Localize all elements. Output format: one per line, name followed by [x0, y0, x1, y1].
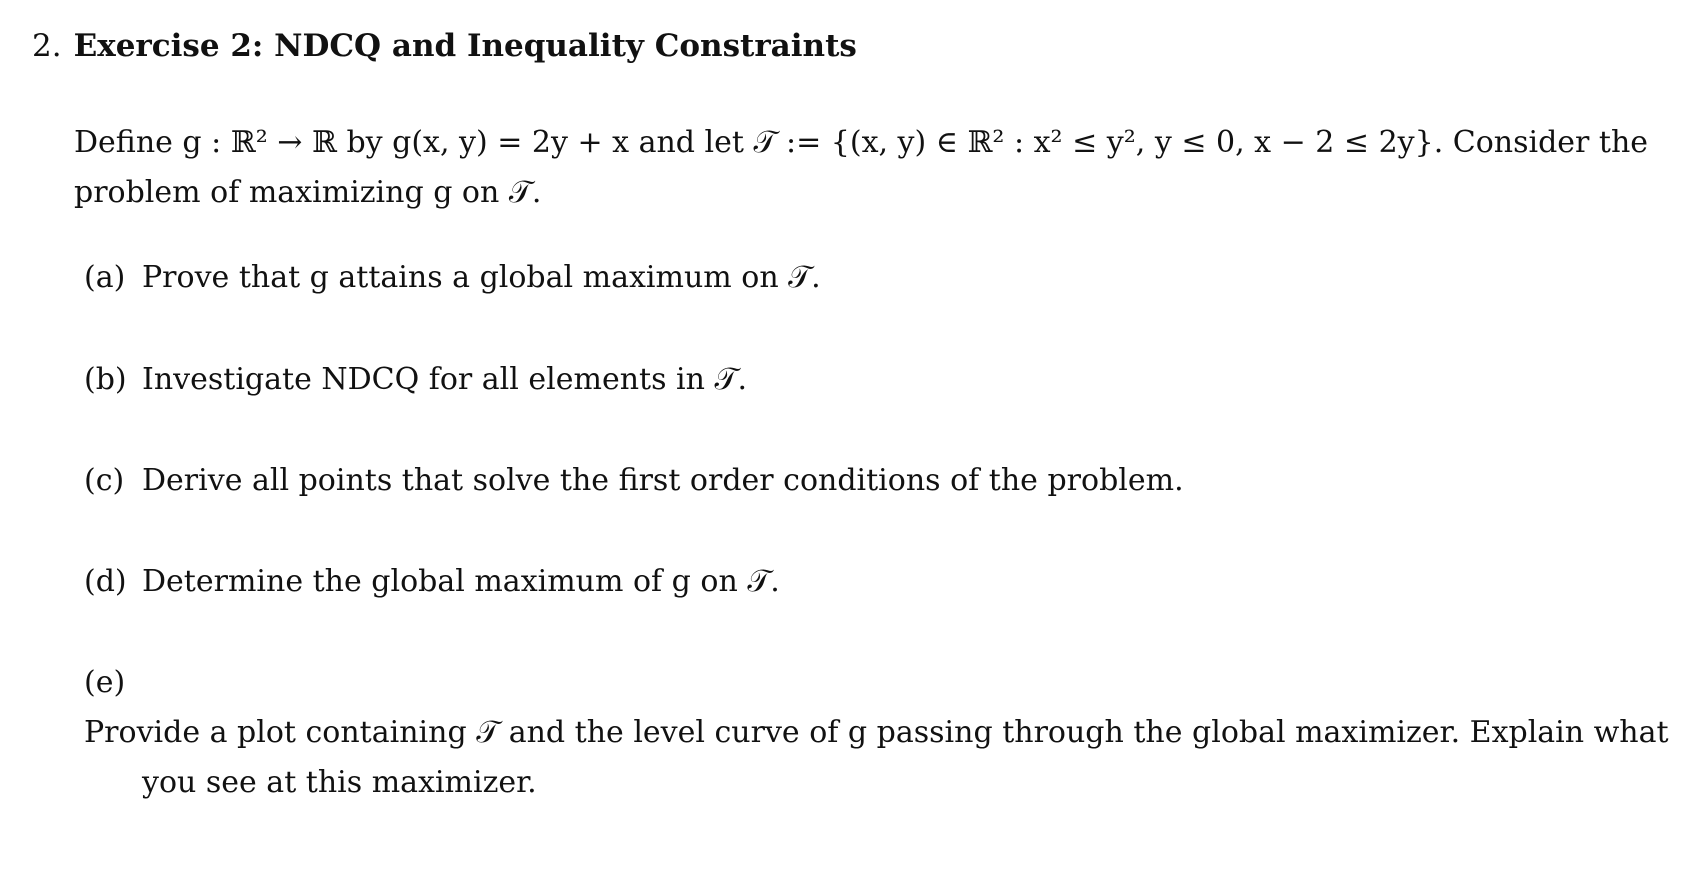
part-a-label: (a): [84, 260, 126, 295]
problem-statement-line-2: problem of maximizing g on 𝒯.: [74, 175, 542, 210]
exercise-title: Exercise 2: NDCQ and Inequality Constraints: [73, 28, 857, 64]
part-e-text: Provide a plot containing 𝒯 and the level curve of g passing through the global maximizer. Explain what: [84, 715, 1669, 750]
part-e-label: (e): [84, 665, 126, 700]
part-c-label: (c): [84, 463, 125, 498]
part-d: [84, 557, 1664, 607]
problem-statement: [74, 118, 1654, 218]
part-a-text: Prove that g attains a global maximum on 𝒯.: [142, 260, 821, 295]
exercise-number: 2.: [32, 28, 62, 64]
part-e: [84, 658, 1669, 808]
part-d-text: Determine the global maximum of g on 𝒯.: [142, 564, 780, 599]
part-c-text: Derive all points that solve the first order conditions of the problem.: [142, 463, 1184, 498]
problem-statement-line-1: Define g : ℝ² → ℝ by g(x, y) = 2y + x and let 𝒯 := {(x, y) ∈ ℝ² : x² ≤ y², y ≤ 0, x − 2 ≤ 2y}. Consider the: [74, 125, 1649, 160]
part-b: [84, 355, 1664, 405]
part-b-label: (b): [84, 362, 127, 397]
part-a: [84, 253, 1664, 303]
part-c: [84, 456, 1664, 506]
part-e-text-continued: you see at this maximizer.: [142, 765, 537, 800]
part-b-text: Investigate NDCQ for all elements in 𝒯.: [142, 362, 747, 397]
exercise-heading: [32, 26, 857, 66]
part-d-label: (d): [84, 564, 127, 599]
